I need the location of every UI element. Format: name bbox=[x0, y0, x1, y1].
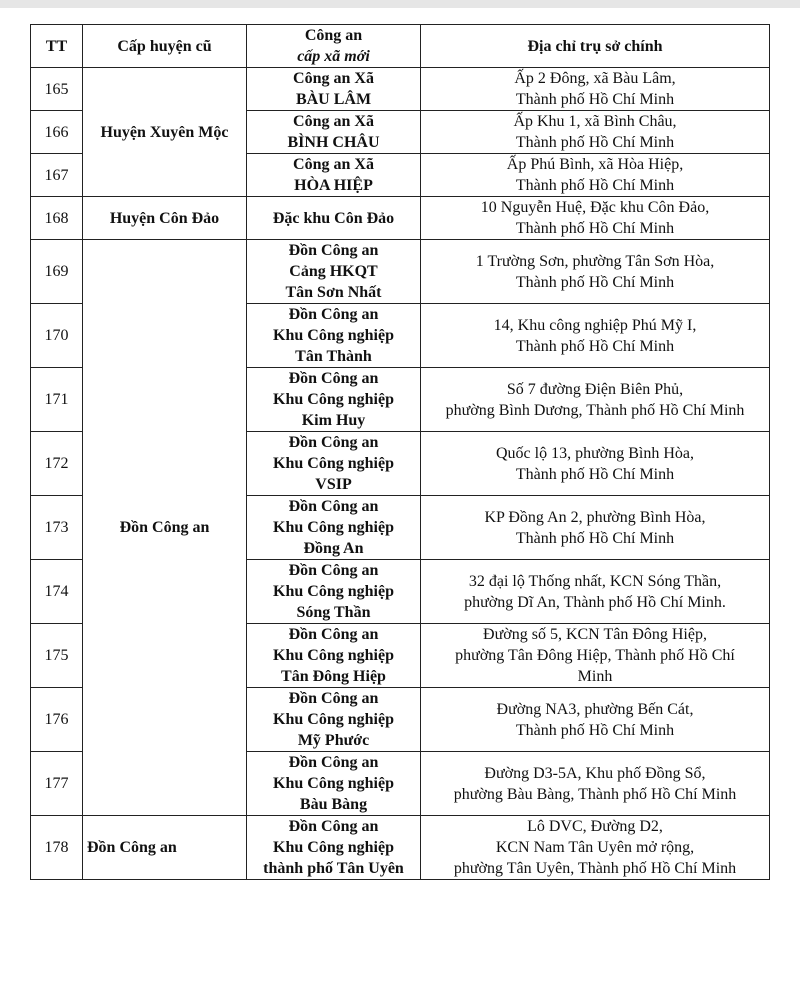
address-line: Thành phố Hồ Chí Minh bbox=[515, 529, 675, 547]
cell-tt: 172 bbox=[31, 432, 83, 496]
address-line: Thành phố Hồ Chí Minh bbox=[515, 91, 675, 108]
cell-district-con-dao: Huyện Côn Đảo bbox=[83, 197, 247, 240]
address-line: 10 Nguyễn Huệ, Đặc khu Côn Đảo, bbox=[480, 199, 710, 216]
cell-tt: 176 bbox=[31, 688, 83, 752]
police-address-table bbox=[30, 24, 770, 880]
cell-police bbox=[247, 197, 421, 240]
cell-address bbox=[421, 432, 770, 496]
police-line: Khu Công nghiệp bbox=[273, 455, 394, 472]
cell-police bbox=[247, 816, 421, 880]
cell-address bbox=[421, 624, 770, 688]
address-line: Lô DVC, Đường D2, bbox=[527, 818, 663, 835]
table-row bbox=[31, 197, 770, 240]
cell-tt: 166 bbox=[31, 111, 83, 154]
cell-tt: 167 bbox=[31, 154, 83, 197]
address-line: Đường NA3, phường Bến Cát, bbox=[496, 700, 694, 718]
header-police bbox=[247, 25, 421, 68]
cell-police bbox=[247, 240, 421, 304]
police-line: Công an Xã bbox=[293, 113, 374, 130]
police-line: Khu Công nghiệp bbox=[273, 583, 394, 600]
police-line: Đồn Công an bbox=[288, 434, 379, 451]
cell-police bbox=[247, 624, 421, 688]
address-line: 14, Khu công nghiệp Phú Mỹ I, bbox=[493, 316, 697, 334]
police-line: Công an Xã bbox=[293, 156, 374, 173]
cell-address bbox=[421, 240, 770, 304]
cell-address bbox=[421, 560, 770, 624]
address-line: Thành phố Hồ Chí Minh bbox=[515, 134, 675, 151]
cell-tt: 168 bbox=[31, 197, 83, 240]
address-line: Thành phố Hồ Chí Minh bbox=[515, 273, 675, 291]
cell-address bbox=[421, 111, 770, 154]
cell-tt: 177 bbox=[31, 752, 83, 816]
table-row bbox=[31, 816, 770, 880]
header-police-line: cấp xã mới bbox=[297, 48, 370, 65]
cell-police bbox=[247, 752, 421, 816]
cell-police bbox=[247, 154, 421, 197]
police-line: Đồn Công an bbox=[288, 690, 379, 707]
cell-tt: 174 bbox=[31, 560, 83, 624]
address-line: Ấp Khu 1, xã Bình Châu, bbox=[513, 113, 677, 130]
cell-address bbox=[421, 304, 770, 368]
cell-district-don-cong-an-2: Đồn Công an bbox=[83, 816, 247, 880]
header-address: Địa chỉ trụ sở chính bbox=[421, 25, 770, 68]
address-line: phường Dĩ An, Thành phố Hồ Chí Minh. bbox=[464, 593, 726, 611]
header-tt: TT bbox=[31, 25, 83, 68]
address-line: phường Bình Dương, Thành phố Hồ Chí Minh bbox=[445, 401, 745, 419]
cell-police bbox=[247, 496, 421, 560]
address-line: Ấp Phú Bình, xã Hòa Hiệp, bbox=[506, 156, 684, 173]
police-line: VSIP bbox=[315, 476, 352, 493]
cell-address bbox=[421, 496, 770, 560]
police-line: Cảng HKQT bbox=[289, 263, 378, 280]
cell-police bbox=[247, 111, 421, 154]
address-line: Thành phố Hồ Chí Minh bbox=[515, 220, 675, 237]
police-line: Đặc khu Côn Đảo bbox=[272, 209, 395, 227]
police-line: Bàu Bàng bbox=[299, 796, 368, 813]
table-row bbox=[31, 240, 770, 304]
address-line: KP Đồng An 2, phường Bình Hòa, bbox=[484, 508, 706, 526]
table-row bbox=[31, 68, 770, 111]
top-bar bbox=[0, 0, 800, 8]
cell-tt: 170 bbox=[31, 304, 83, 368]
cell-address bbox=[421, 68, 770, 111]
cell-address bbox=[421, 368, 770, 432]
cell-police bbox=[247, 368, 421, 432]
cell-address bbox=[421, 752, 770, 816]
cell-address bbox=[421, 816, 770, 880]
police-line: Khu Công nghiệp bbox=[273, 519, 394, 536]
police-line: thành phố Tân Uyên bbox=[263, 860, 404, 877]
address-line: KCN Nam Tân Uyên mở rộng, bbox=[495, 839, 695, 856]
address-line: Quốc lộ 13, phường Bình Hòa, bbox=[495, 444, 694, 462]
cell-address bbox=[421, 154, 770, 197]
cell-police bbox=[247, 304, 421, 368]
address-line: Đường số 5, KCN Tân Đông Hiệp, bbox=[483, 626, 707, 643]
header-district: Cấp huyện cũ bbox=[83, 25, 247, 68]
header-police-line: Công an bbox=[304, 27, 363, 44]
address-line: Thành phố Hồ Chí Minh bbox=[515, 177, 675, 194]
cell-address bbox=[421, 197, 770, 240]
cell-police bbox=[247, 68, 421, 111]
police-line: Đồn Công an bbox=[288, 370, 379, 387]
police-line: Đồn Công an bbox=[288, 306, 379, 323]
police-line: Khu Công nghiệp bbox=[273, 391, 394, 408]
police-line: HÒA HIỆP bbox=[294, 177, 373, 194]
police-line: Khu Công nghiệp bbox=[273, 711, 394, 728]
police-line: Đồn Công an bbox=[288, 818, 379, 835]
address-line: Thành phố Hồ Chí Minh bbox=[515, 721, 675, 739]
cell-district-xuyen-moc: Huyện Xuyên Mộc bbox=[83, 68, 247, 197]
police-line: Tân Đông Hiệp bbox=[281, 668, 386, 685]
address-line: Thành phố Hồ Chí Minh bbox=[515, 337, 675, 355]
address-line: phường Tân Đông Hiệp, Thành phố Hồ Chí bbox=[455, 647, 735, 664]
police-line: Đồn Công an bbox=[288, 562, 379, 579]
police-line: Tân Thành bbox=[295, 348, 372, 365]
police-line: Khu Công nghiệp bbox=[273, 775, 394, 792]
address-line: 32 đại lộ Thống nhất, KCN Sóng Thần, bbox=[468, 572, 722, 590]
police-line: BÌNH CHÂU bbox=[287, 134, 380, 151]
cell-tt: 171 bbox=[31, 368, 83, 432]
address-line: Thành phố Hồ Chí Minh bbox=[515, 465, 675, 483]
police-line: Tân Sơn Nhất bbox=[285, 284, 382, 301]
police-line: Đồng An bbox=[303, 540, 364, 557]
cell-address bbox=[421, 688, 770, 752]
cell-police bbox=[247, 688, 421, 752]
police-line: Kim Huy bbox=[301, 412, 366, 429]
police-line: Đồn Công an bbox=[288, 626, 379, 643]
cell-district-don-cong-an: Đồn Công an bbox=[83, 240, 247, 816]
address-line: Đường D3-5A, Khu phố Đồng Sổ, bbox=[484, 764, 706, 782]
police-line: Khu Công nghiệp bbox=[273, 839, 394, 856]
table-header-row bbox=[31, 25, 770, 68]
police-line: Công an Xã bbox=[293, 70, 374, 87]
cell-police bbox=[247, 432, 421, 496]
police-line: Sóng Thần bbox=[296, 604, 371, 621]
police-line: BÀU LÂM bbox=[295, 91, 372, 108]
police-line: Khu Công nghiệp bbox=[273, 327, 394, 344]
cell-tt: 175 bbox=[31, 624, 83, 688]
address-line: Minh bbox=[577, 668, 613, 685]
address-line: Ấp 2 Đông, xã Bàu Lâm, bbox=[514, 70, 676, 87]
police-line: Đồn Công an bbox=[288, 242, 379, 259]
police-line: Mỹ Phước bbox=[297, 732, 370, 749]
police-line: Khu Công nghiệp bbox=[273, 647, 394, 664]
police-line: Đồn Công an bbox=[288, 498, 379, 515]
cell-police bbox=[247, 560, 421, 624]
address-line: 1 Trường Sơn, phường Tân Sơn Hòa, bbox=[475, 252, 715, 270]
address-line: Số 7 đường Điện Biên Phủ, bbox=[506, 380, 684, 398]
address-line: phường Bàu Bàng, Thành phố Hồ Chí Minh bbox=[453, 785, 737, 803]
cell-tt: 178 bbox=[31, 816, 83, 880]
police-line: Đồn Công an bbox=[288, 754, 379, 771]
address-line: phường Tân Uyên, Thành phố Hồ Chí Minh bbox=[453, 860, 737, 877]
cell-tt: 173 bbox=[31, 496, 83, 560]
cell-tt: 169 bbox=[31, 240, 83, 304]
cell-tt: 165 bbox=[31, 68, 83, 111]
